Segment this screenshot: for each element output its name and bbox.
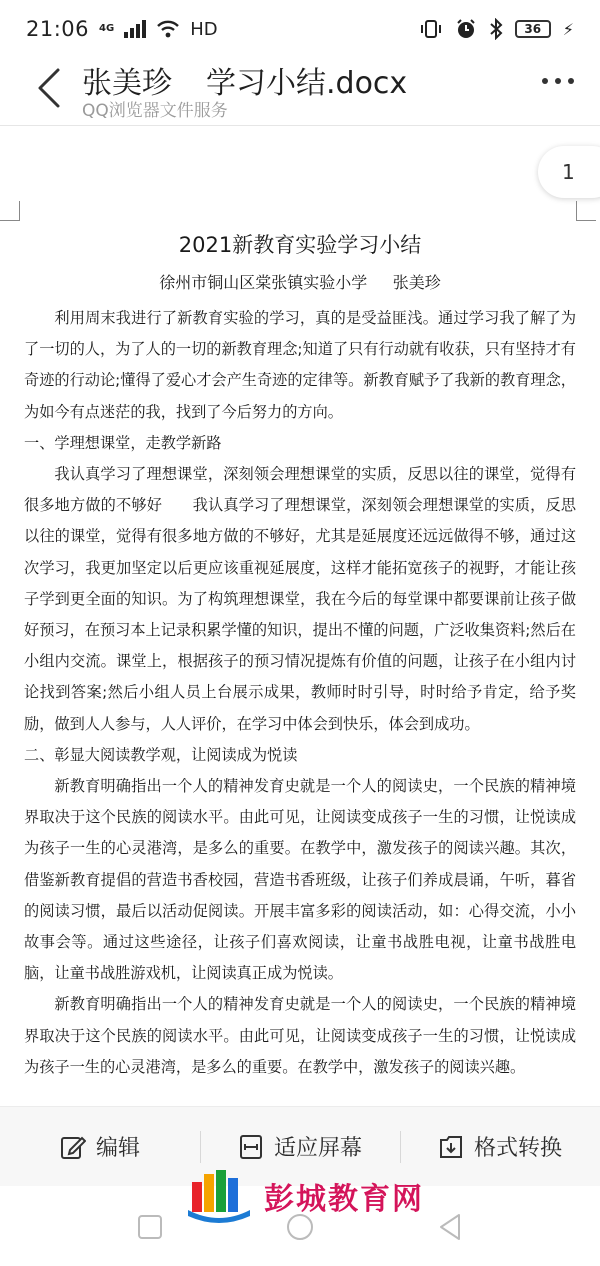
bluetooth-icon: [489, 18, 503, 40]
doc-section-heading: 一、学理想课堂，走教学新路: [24, 433, 222, 452]
charging-icon: ⚡: [562, 19, 574, 39]
more-dot-icon: [555, 78, 561, 84]
home-button[interactable]: [283, 1210, 317, 1244]
edit-label: 编辑: [95, 1136, 140, 1161]
document-page[interactable]: [24, 225, 576, 1105]
crop-mark-right: [576, 201, 596, 221]
hd-indicator: HD: [190, 18, 218, 40]
format-convert-label: 格式转换: [473, 1136, 562, 1161]
back-nav-button[interactable]: [433, 1210, 467, 1244]
recent-apps-button[interactable]: [133, 1210, 167, 1244]
doc-paragraph: 新教育明确指出一个人的精神发育史就是一个人的阅读史，一个民族的精神境界取决于这个民族的阅读水平。由此可见，让阅读变成孩子一生的习惯，让悦读成为孩子一生的心灵港湾，是多么的重要。在教学中，激发孩子的阅读兴趣。: [24, 995, 576, 1076]
signal-icon: [124, 20, 146, 38]
status-right: [419, 18, 574, 40]
status-bar: [0, 0, 600, 58]
back-button[interactable]: [30, 66, 70, 110]
fit-screen-icon: [238, 1134, 264, 1160]
status-left: [26, 17, 218, 41]
wifi-icon: [156, 20, 180, 38]
fit-screen-label: 适应屏幕: [273, 1136, 362, 1161]
battery-icon: 36: [515, 20, 551, 38]
doc-section-heading: 二、彰显大阅读教学观，让阅读成为悦读: [24, 745, 298, 764]
alarm-icon: [455, 18, 477, 40]
header-subtitle: QQ浏览器文件服务: [82, 101, 228, 121]
watermark-text: 彭城教育网: [264, 1182, 424, 1217]
edit-button[interactable]: [0, 1107, 200, 1187]
doc-paragraph: 我认真学习了理想课堂，深刻领会理想课堂的实质，反思以往的课堂，觉得有很多地方做的不够好 我认真学习了理想课堂，深刻领会理想课堂的实质，反思以往的课堂，觉得有很多地方做的不够好，尤其是延展度还远远做得不够，通过这次学习，我更加坚定以后更应该重视延展度，这样才能拓宽孩子的视野，才能让孩子学到更全面的知识。为了构筑理想课堂，我在今后的每堂课中都要课前让孩子做好预习，在预习本上记录积累学懂的知识，提出不懂的问题，广泛收集资料;然后在小组内交流。课堂上，根据孩子的预习情况提炼有价值的问题，让孩子在小组内讨论找到答案;然后小组人员上台展示成果，教师时时引导，时时给予肯定，给予奖励，做到人人参与，人人评价，在学习中体会到快乐，体会到成功。: [24, 465, 576, 733]
document-owner: 张美珍: [82, 66, 172, 101]
doc-paragraph: 新教育明确指出一个人的精神发育史就是一个人的阅读史，一个民族的精神境界取决于这个民族的阅读水平。由此可见，让阅读变成孩子一生的习惯，让悦读成为孩子一生的心灵港湾，是多么的重要。在教学中，激发孩子的阅读兴趣。其次，借鉴新教育提倡的营造书香校园，营造书香班级，让孩子们养成晨诵，午听，暮省的阅读习惯，最后以活动促阅读。开展丰富多彩的阅读活动，如：心得交流，小小故事会等。通过这些途径，让孩子们喜欢阅读，让童书战胜电视，让童书战胜电脑，让童书战胜游戏机，让阅读真正成为悦读。: [24, 777, 576, 983]
document-filename: 学习小结.docx: [206, 66, 408, 101]
network-type: 4G: [99, 23, 115, 34]
status-time: 21:06: [26, 17, 90, 41]
more-options-button[interactable]: [542, 78, 574, 84]
doc-author-line: 徐州市铜山区棠张镇实验小学 张美珍: [159, 273, 441, 292]
system-nav-bar: [0, 1196, 600, 1266]
more-dot-icon: [568, 78, 574, 84]
crop-mark-left: [0, 201, 20, 221]
doc-paragraph: 利用周末我进行了新教育实验的学习，真的是受益匪浅。通过学习我了解了为了一切的人，为了人的一切的新教育理念;知道了只有行动就有收获，只有坚持才有奇迹的行动论;懂得了爱心才会产生奇迹的定律等。新教育赋予了我新的教育理念，为如今有点迷茫的我，找到了今后努力的方向。: [24, 309, 576, 421]
format-convert-icon: [438, 1134, 464, 1160]
edit-icon: [60, 1134, 86, 1160]
app-header: [0, 58, 600, 126]
doc-heading: 2021新教育实验学习小结: [178, 233, 422, 257]
more-dot-icon: [542, 78, 548, 84]
page-number-badge[interactable]: 1: [538, 146, 600, 198]
format-convert-button[interactable]: [400, 1107, 600, 1187]
vibrate-icon: [419, 19, 443, 39]
